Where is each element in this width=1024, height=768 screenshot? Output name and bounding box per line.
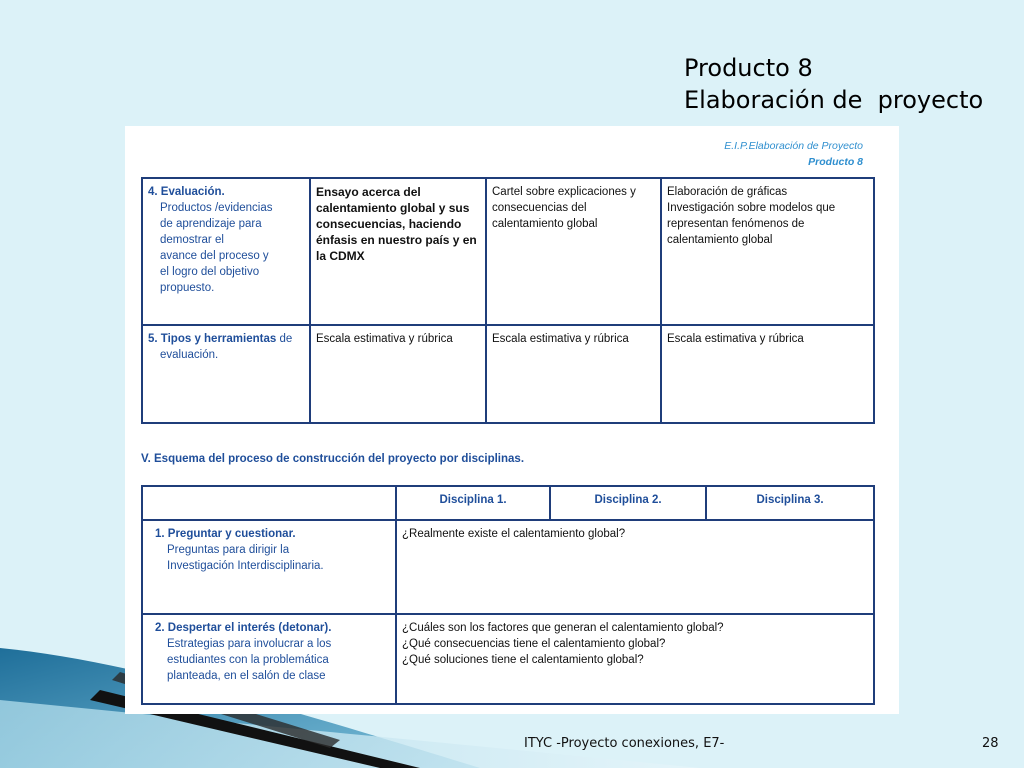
- row-label-title-suffix: de: [276, 333, 293, 345]
- document-header-line1: E.I.P.Elaboración de Proyecto: [724, 140, 863, 152]
- table-cell: Escala estimativa y rúbrica: [661, 325, 874, 423]
- table-cell: ¿Realmente existe el calentamiento global?: [396, 520, 874, 614]
- row-label-title: 5. Tipos y herramientas: [148, 333, 277, 345]
- evaluation-table: [141, 177, 875, 424]
- column-header: [142, 486, 396, 520]
- row-label-title: 4. Evaluación.: [148, 186, 225, 198]
- document-header: [724, 138, 863, 170]
- table-cell: [142, 614, 396, 704]
- row-label-title: 1. Preguntar y cuestionar.: [155, 528, 296, 540]
- footer-text: ITYC -Proyecto conexiones, E7-: [524, 736, 725, 751]
- table-cell: Escala estimativa y rúbrica: [310, 325, 486, 423]
- table-cell: Elaboración de gráficas Investigación sobre modelos que representan fenómenos de calentamiento global: [661, 178, 874, 325]
- table-row: [142, 614, 874, 704]
- row-label-body: evaluación.: [160, 349, 219, 361]
- section-title: V. Esquema del proceso de construcción del proyecto por disciplinas.: [141, 453, 525, 465]
- row-label-body: Preguntas para dirigir la Investigación Interdisciplinaria.: [167, 544, 324, 572]
- slide-title-line2: Elaboración de proyecto: [684, 86, 984, 114]
- table-cell: Cartel sobre explicaciones y consecuencias del calentamiento global: [486, 178, 661, 325]
- table-cell: [142, 325, 310, 423]
- slide-title: [684, 52, 983, 116]
- document-header-line2: Producto 8: [808, 156, 863, 168]
- table-cell: [142, 520, 396, 614]
- column-header: Disciplina 2.: [550, 486, 706, 520]
- table-header-row: [142, 486, 874, 520]
- document-image: [125, 126, 899, 714]
- disciplines-table: [141, 485, 875, 705]
- table-row: [142, 520, 874, 614]
- row-label-title: 2. Despertar el interés (detonar).: [155, 622, 332, 634]
- table-cell: ¿Cuáles son los factores que generan el calentamiento global? ¿Qué consecuencias tiene el calentamiento global? ¿Qué soluciones tiene el calentamiento global?: [396, 614, 874, 704]
- slide-title-line1: Producto 8: [684, 54, 813, 82]
- row-label-body: Productos /evidencias de aprendizaje para demostrar el avance del proceso y el logro del objetivo propuesto.: [160, 202, 273, 294]
- row-label-body: Estrategias para involucrar a los estudiantes con la problemática planteada, en el salón de clase: [167, 638, 332, 682]
- table-cell: Ensayo acerca del calentamiento global y sus consecuencias, haciendo énfasis en nuestro país y en la CDMX: [310, 178, 486, 325]
- table-cell: Escala estimativa y rúbrica: [486, 325, 661, 423]
- column-header: Disciplina 3.: [706, 486, 874, 520]
- column-header: Disciplina 1.: [396, 486, 550, 520]
- table-cell: [142, 178, 310, 325]
- page-number: 28: [982, 736, 999, 751]
- table-row: [142, 178, 874, 325]
- table-row: [142, 325, 874, 423]
